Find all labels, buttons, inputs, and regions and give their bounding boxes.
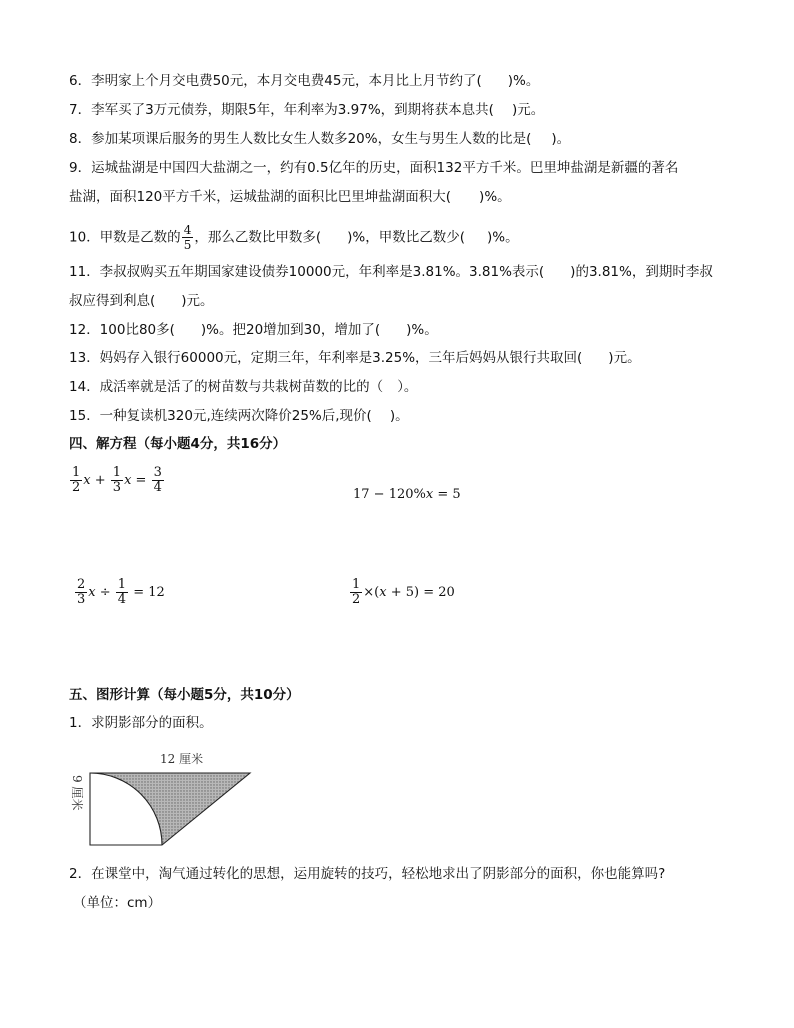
question-text-end: )%。 <box>486 229 519 246</box>
fraction: $\frac{1}{2}$ <box>72 465 81 495</box>
question-number: 14 <box>69 379 87 395</box>
question-text-end: )。 <box>551 131 571 147</box>
question-text: ．李叔叔购买五年期国家建设债券10000元，年利率是3.81%。3.81%表示( <box>86 264 545 280</box>
question-text: ．运城盐湖是中国四大盐湖之一，约有0.5亿年的历史，面积132平方千米。巴里坤盐湖是新疆的著名 <box>77 160 679 176</box>
question-6 <box>69 71 539 91</box>
question-text-end: ）。 <box>397 379 418 395</box>
question-10 <box>69 223 519 252</box>
question-number: 12 <box>69 322 87 338</box>
question-text: ．参加某项课后服务的男生人数比女生人数多20%，女生与男生人数的比是( <box>77 131 532 147</box>
question-text-end: )元。 <box>511 102 545 118</box>
section-5-question-1: 1．求阴影部分的面积。 <box>69 715 213 731</box>
question-11-line-2 <box>69 291 214 311</box>
question-number: 6 <box>69 73 78 89</box>
side-length-label: 9 厘米 <box>70 775 84 811</box>
question-9 <box>69 158 678 178</box>
question-15 <box>69 406 409 426</box>
question-number: 13 <box>69 350 87 366</box>
question-text: ．李军买了3万元债券，期限5年，年利率为3.97%，到期将获本息共( <box>77 102 494 118</box>
question-number: 7 <box>69 102 78 118</box>
equation-2: 17 − 120%x = 5 <box>353 487 461 502</box>
unit-note: （单位：cm） <box>73 895 162 911</box>
equation-1: $\frac{1}{2}$ x + $\frac{1}{3}$ x = $\frac{3}{4}$ <box>72 465 162 495</box>
fraction: $\frac{1}{3}$ <box>112 465 122 495</box>
question-text: )%。把20增加到30，增加了( <box>200 322 381 338</box>
question-11 <box>69 262 713 282</box>
fraction: $\frac{1}{4}$ <box>117 577 127 607</box>
shaded-area-figure <box>60 745 260 860</box>
equation-3: $\frac{2}{3}$ x ÷ $\frac{1}{4}$ = 12 <box>77 577 165 607</box>
question-text: )%，甲数比乙数少( <box>347 229 465 246</box>
question-text: ．成活率就是活了的树苗数与共栽树苗数的比的（ <box>86 379 384 395</box>
question-12 <box>69 320 438 340</box>
fraction: $\frac{3}{4}$ <box>153 465 162 495</box>
question-text: ．一种复读机320元,连续两次降价25%后,现价( <box>86 408 372 424</box>
question-text: 盐湖，面积120平方千米，运城盐湖的面积比巴里坤盐湖面积大( <box>69 189 452 205</box>
question-number: 15 <box>69 408 87 424</box>
section-5-heading: 五、图形计算（每小题5分，共10分） <box>69 687 300 703</box>
fraction: $\frac{1}{2}$ <box>352 577 361 607</box>
shaded-region <box>90 773 250 845</box>
question-text-end: )%。 <box>507 73 540 89</box>
question-number: 10 <box>69 229 87 246</box>
section-5-question-2: 2．在课堂中，淘气通过转化的思想，运用旋转的技巧，轻松地求出了阴影部分的面积，你也能算吗? <box>69 866 666 882</box>
question-text-end: )元。 <box>608 350 641 366</box>
question-text-end: )。 <box>389 408 409 424</box>
section-4-heading: 四、解方程（每小题4分，共16分） <box>69 436 287 452</box>
question-text: ．甲数是乙数的 <box>86 229 181 246</box>
question-13 <box>69 348 641 368</box>
top-length-label: 12 厘米 <box>160 752 204 766</box>
question-8 <box>69 129 570 149</box>
fraction-four-fifths: $\frac{4}{5}$ <box>183 223 192 252</box>
question-number: 9 <box>69 160 78 176</box>
question-text-end: )元。 <box>181 293 214 309</box>
question-text: ．李明家上个月交电费50元，本月交电费45元，本月比上月节约了( <box>77 73 482 89</box>
question-text: ，那么乙数比甲数多( <box>194 229 322 246</box>
question-9-line-2 <box>69 187 511 207</box>
question-7 <box>69 100 544 120</box>
question-text: ．100比80多( <box>86 322 175 338</box>
equation-4: $\frac{1}{2}$ ×(x + 5) = 20 <box>352 577 455 607</box>
fraction: $\frac{2}{3}$ <box>77 577 86 607</box>
question-text: )的3.81%，到期时李叔 <box>570 264 713 280</box>
question-number: 8 <box>69 131 78 147</box>
question-text-end: )%。 <box>479 189 511 205</box>
question-14 <box>69 377 417 397</box>
question-text: ．妈妈存入银行60000元，定期三年，年利率是3.25%，三年后妈妈从银行共取回( <box>86 350 583 366</box>
question-number: 11 <box>69 264 87 280</box>
question-text-end: )%。 <box>406 322 438 338</box>
question-text: 叔应得到利息( <box>69 293 156 309</box>
